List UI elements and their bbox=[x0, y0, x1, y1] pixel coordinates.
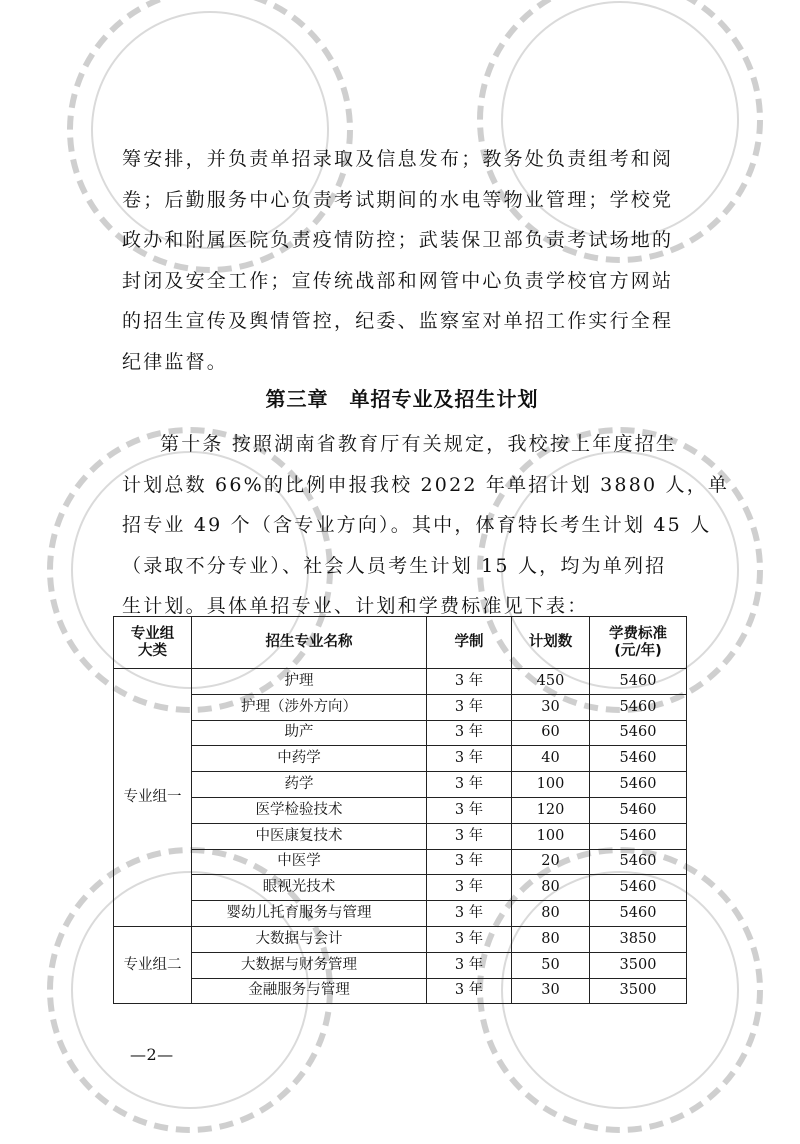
fee-cell: 5460 bbox=[590, 797, 687, 823]
plan-cell: 50 bbox=[512, 952, 590, 978]
years-cell: 3 年 bbox=[427, 772, 512, 798]
plan-cell: 80 bbox=[512, 875, 590, 901]
name-cell: 医学检验技术 bbox=[192, 797, 427, 823]
header-plan: 计划数 bbox=[512, 617, 590, 669]
header-fee bbox=[590, 617, 687, 669]
name-cell: 护理（涉外方向） bbox=[192, 694, 427, 720]
text-line: 计划总数 66%的比例申报我校 2022 年单招计划 3880 人，单 bbox=[122, 473, 730, 496]
years-cell: 3 年 bbox=[427, 669, 512, 695]
header-name: 招生专业名称 bbox=[192, 617, 427, 669]
plan-cell: 450 bbox=[512, 669, 590, 695]
fee-cell: 5460 bbox=[590, 849, 687, 875]
header-years: 学制 bbox=[427, 617, 512, 669]
fee-cell: 5460 bbox=[590, 823, 687, 849]
plan-cell: 100 bbox=[512, 823, 590, 849]
text-line: 封闭及安全工作；宣传统战部和网管中心负责学校官方网站 bbox=[122, 269, 674, 292]
years-cell: 3 年 bbox=[427, 797, 512, 823]
fee-cell: 3500 bbox=[590, 978, 687, 1004]
name-cell: 中医学 bbox=[192, 849, 427, 875]
years-cell: 3 年 bbox=[427, 952, 512, 978]
name-cell: 婴幼儿托育服务与管理 bbox=[192, 901, 427, 927]
table-row bbox=[114, 823, 687, 849]
table-row bbox=[114, 669, 687, 695]
years-cell: 3 年 bbox=[427, 901, 512, 927]
table-row bbox=[114, 772, 687, 798]
name-cell: 大数据与财务管理 bbox=[192, 952, 427, 978]
years-cell: 3 年 bbox=[427, 720, 512, 746]
plan-cell: 80 bbox=[512, 926, 590, 952]
fee-cell: 5460 bbox=[590, 694, 687, 720]
name-cell: 大数据与会计 bbox=[192, 926, 427, 952]
name-cell: 助产 bbox=[192, 720, 427, 746]
years-cell: 3 年 bbox=[427, 875, 512, 901]
text-line: （录取不分专业）、社会人员考生计划 15 人，均为单列招 bbox=[122, 554, 667, 577]
fee-cell: 5460 bbox=[590, 875, 687, 901]
plan-cell: 30 bbox=[512, 694, 590, 720]
header-fee-line: 学费标准 bbox=[609, 625, 667, 642]
text-line: 纪律监督。 bbox=[122, 350, 229, 373]
table-row bbox=[114, 901, 687, 927]
years-cell: 3 年 bbox=[427, 926, 512, 952]
name-cell: 护理 bbox=[192, 669, 427, 695]
text-line: 生计划。具体单招专业、计划和学费标准见下表： bbox=[122, 595, 589, 617]
fee-cell: 3850 bbox=[590, 926, 687, 952]
plan-cell: 40 bbox=[512, 746, 590, 772]
years-cell: 3 年 bbox=[427, 978, 512, 1004]
table-row bbox=[114, 720, 687, 746]
years-cell: 3 年 bbox=[427, 849, 512, 875]
name-cell: 中药学 bbox=[192, 746, 427, 772]
table-body bbox=[114, 669, 687, 1004]
fee-cell: 5460 bbox=[590, 669, 687, 695]
fee-cell: 5460 bbox=[590, 901, 687, 927]
plan-cell: 80 bbox=[512, 901, 590, 927]
paragraph-responsibilities bbox=[122, 139, 682, 382]
table-row bbox=[114, 797, 687, 823]
table-row bbox=[114, 952, 687, 978]
header-fee-line: (元/年) bbox=[614, 642, 662, 659]
chapter-title: 第三章 单招专业及招生计划 bbox=[265, 387, 539, 411]
group-cell: 专业组二 bbox=[114, 926, 192, 1003]
name-cell: 金融服务与管理 bbox=[192, 978, 427, 1004]
table-row bbox=[114, 694, 687, 720]
enrollment-plan-table bbox=[113, 616, 687, 1004]
years-cell: 3 年 bbox=[427, 823, 512, 849]
paragraph-article-10 bbox=[122, 424, 730, 627]
table-row bbox=[114, 849, 687, 875]
fee-cell: 3500 bbox=[590, 952, 687, 978]
plan-cell: 60 bbox=[512, 720, 590, 746]
plan-cell: 120 bbox=[512, 797, 590, 823]
text-line: 的招生宣传及舆情管控，纪委、监察室对单招工作实行全程 bbox=[122, 310, 674, 332]
table-row bbox=[114, 875, 687, 901]
header-group bbox=[114, 617, 192, 669]
table-row bbox=[114, 746, 687, 772]
page-number: —2— bbox=[130, 1045, 174, 1064]
years-cell: 3 年 bbox=[427, 694, 512, 720]
table-header-row bbox=[114, 617, 687, 669]
years-cell: 3 年 bbox=[427, 746, 512, 772]
name-cell: 中医康复技术 bbox=[192, 823, 427, 849]
text-line: 第十条 按照湖南省教育厅有关规定，我校按上年度招生 bbox=[160, 433, 678, 455]
plan-cell: 20 bbox=[512, 849, 590, 875]
text-line: 政办和附属医院负责疫情防控；武装保卫部负责考试场地的 bbox=[122, 229, 674, 251]
text-line: 招专业 49 个（含专业方向）。其中，体育特长考生计划 45 人 bbox=[122, 514, 712, 536]
fee-cell: 5460 bbox=[590, 746, 687, 772]
plan-cell: 100 bbox=[512, 772, 590, 798]
text-line: 卷；后勤服务中心负责考试期间的水电等物业管理；学校党 bbox=[122, 188, 674, 211]
name-cell: 药学 bbox=[192, 772, 427, 798]
header-group-line: 专业组 bbox=[130, 625, 175, 642]
header-group-line: 大类 bbox=[138, 642, 167, 659]
group-cell: 专业组一 bbox=[114, 669, 192, 927]
name-cell: 眼视光技术 bbox=[192, 875, 427, 901]
plan-cell: 30 bbox=[512, 978, 590, 1004]
fee-cell: 5460 bbox=[590, 720, 687, 746]
table-row bbox=[114, 978, 687, 1004]
table-row bbox=[114, 926, 687, 952]
text-line: 筹安排，并负责单招录取及信息发布；教务处负责组考和阅 bbox=[122, 148, 674, 170]
fee-cell: 5460 bbox=[590, 772, 687, 798]
